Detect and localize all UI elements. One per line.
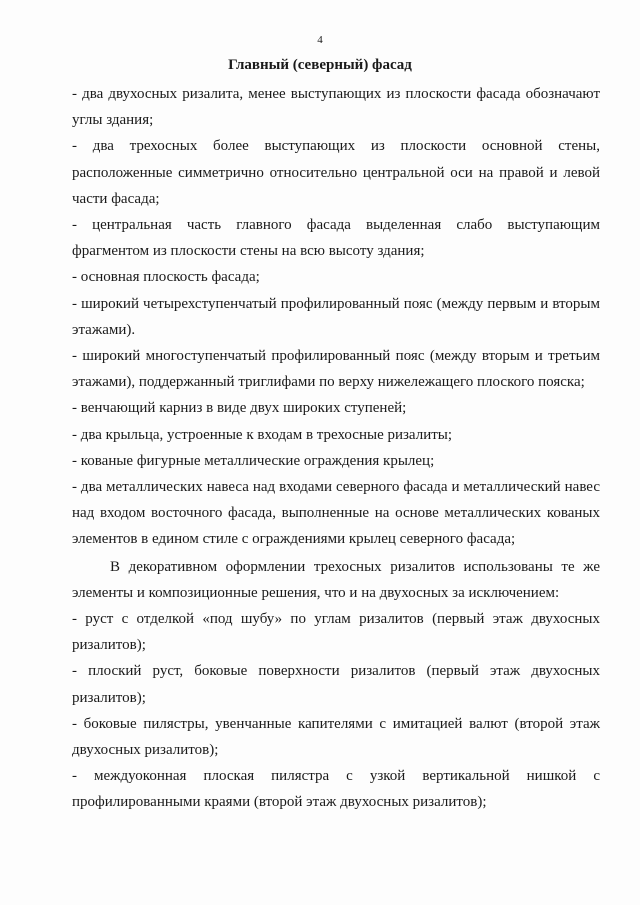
list-item: - два металлических навеса над входами северного фасада и металлический навес над входом восточного фасада, выполненные на основе металлических кованых элементов в едином стиле с ограждениями крылец северного фасада; bbox=[72, 479, 600, 548]
section-heading: Главный (северный) фасад bbox=[228, 57, 412, 73]
list-item: - центральная часть главного фасада выделенная слабо выступающим фрагментом из плоскости стены на всю высоту здания; bbox=[72, 217, 600, 260]
list-item: - руст с отделкой «под шубу» по углам ризалитов (первый этаж двухосных ризалитов); bbox=[72, 611, 600, 654]
list-item: - плоский руст, боковые поверхности ризалитов (первый этаж двухосных ризалитов); bbox=[72, 663, 600, 706]
list-item: - два трехосных более выступающих из плоскости основной стены, расположенные симметрично относительно центральной оси на правой и левой части фасада; bbox=[72, 138, 600, 207]
body-paragraph: В декоративном оформлении трехосных ризалитов использованы те же элементы и композиционные решения, что и на двухосных за исключением: bbox=[72, 558, 600, 601]
list-item: - широкий многоступенчатый профилированный пояс (между вторым и третьим этажами), поддержанный триглифами по верху нижележащего плоского пояска; bbox=[72, 348, 600, 391]
list-item: - два двухосных ризалита, менее выступающих из плоскости фасада обозначают углы здания; bbox=[72, 86, 600, 129]
page-number: 4 bbox=[317, 34, 323, 46]
list-item: - два крыльца, устроенные к входам в трехосные ризалиты; bbox=[72, 426, 453, 443]
body-text bbox=[72, 81, 600, 816]
list-item: - кованые фигурные металлические ограждения крылец; bbox=[72, 452, 435, 469]
list-item: - венчающий карниз в виде двух широких ступеней; bbox=[72, 400, 407, 417]
list-item: - широкий четырехступенчатый профилированный пояс (между первым и вторым этажами). bbox=[72, 295, 600, 338]
list-item: - боковые пилястры, увенчанные капителями с имитацией валют (второй этаж двухосных ризалитов); bbox=[72, 715, 600, 759]
list-item: - междуоконная плоская пилястра с узкой вертикальной нишкой с профилированными краями (второй этаж двухосных ризалитов); bbox=[72, 768, 600, 811]
list-item: - основная плоскость фасада; bbox=[72, 269, 260, 286]
